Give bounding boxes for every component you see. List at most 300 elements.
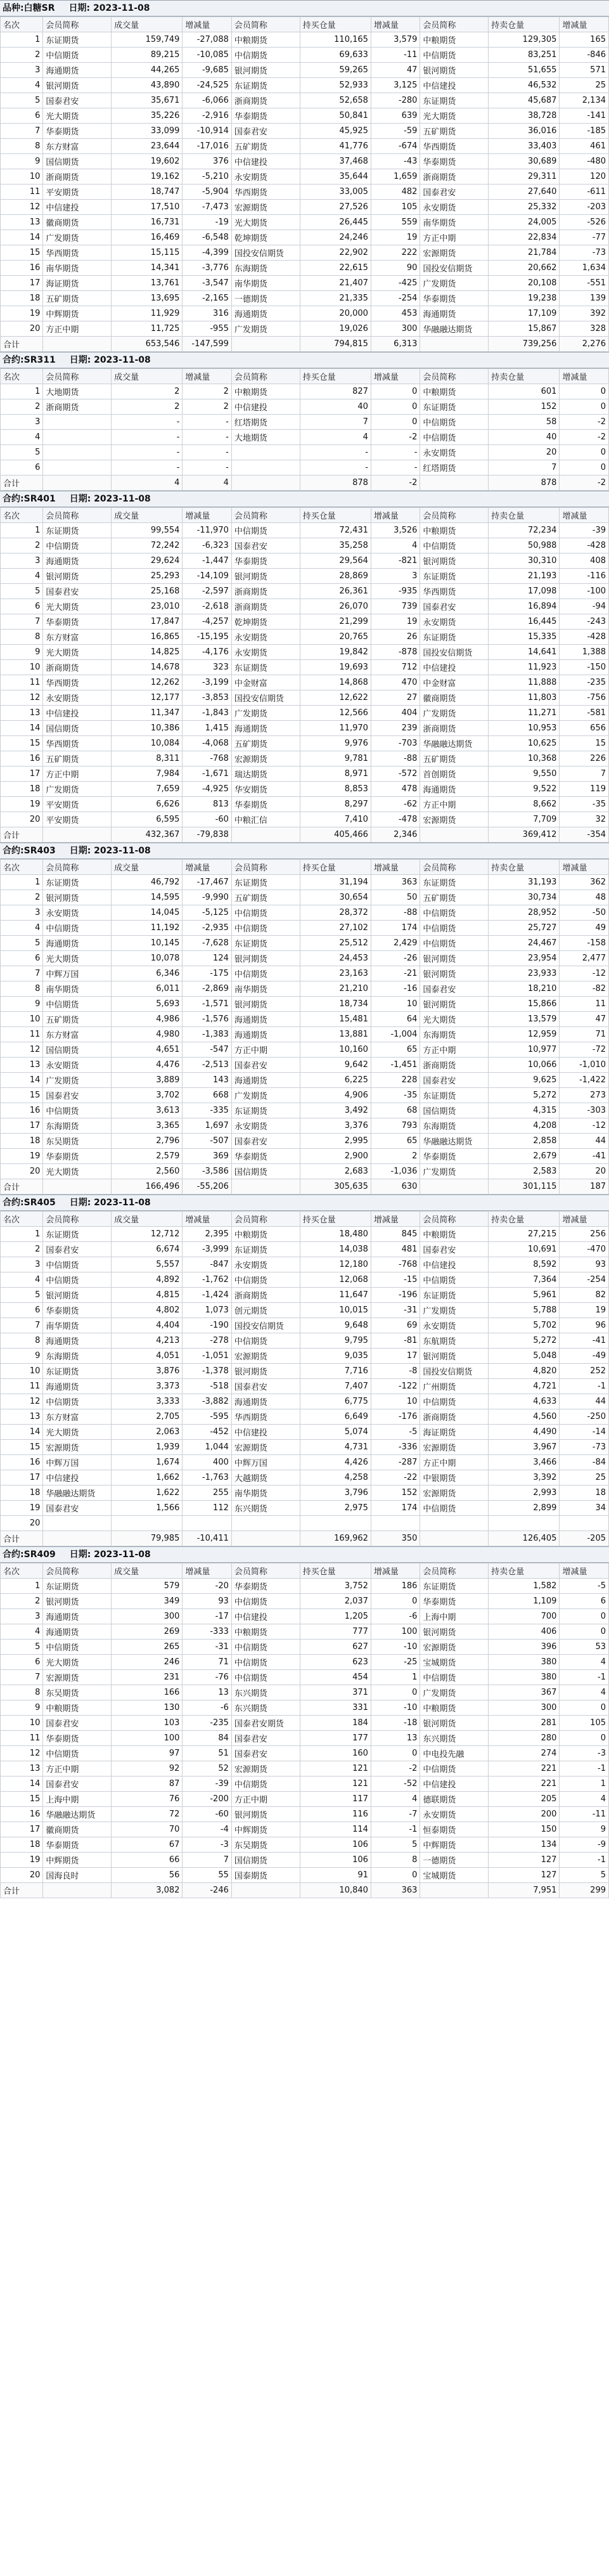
value-cell: 228 bbox=[371, 1073, 420, 1088]
value-cell: 22,902 bbox=[300, 245, 371, 261]
table-row bbox=[1, 1394, 609, 1409]
value-cell: 10 bbox=[371, 1394, 420, 1409]
value-cell: 44 bbox=[560, 1394, 609, 1409]
value-cell: 25 bbox=[560, 78, 609, 93]
table-row bbox=[1, 1837, 609, 1853]
rank-cell: 16 bbox=[1, 1807, 43, 1822]
member-name-cell: 国海良时 bbox=[43, 1868, 112, 1883]
value-cell: 100 bbox=[112, 1731, 183, 1746]
rank-section bbox=[0, 491, 609, 843]
member-name-cell: 华泰期货 bbox=[231, 1149, 300, 1164]
value-cell: 24,246 bbox=[300, 230, 371, 245]
rank-cell: 1 bbox=[1, 384, 43, 399]
value-cell bbox=[489, 1516, 560, 1531]
table-header-row bbox=[1, 860, 609, 875]
table-row bbox=[1, 690, 609, 706]
member-name-cell: 中信期货 bbox=[231, 1640, 300, 1655]
value-cell: 41,776 bbox=[300, 139, 371, 154]
member-name-cell: 东证期货 bbox=[231, 78, 300, 93]
member-name-cell: 海通期货 bbox=[43, 553, 112, 569]
value-cell: -9 bbox=[560, 1837, 609, 1853]
value-cell: -17,016 bbox=[183, 139, 231, 154]
value-cell: 17,098 bbox=[489, 584, 560, 599]
rank-cell: 5 bbox=[1, 1640, 43, 1655]
value-cell: 255 bbox=[183, 1485, 231, 1501]
value-cell: 3,752 bbox=[300, 1579, 371, 1594]
rank-cell: 8 bbox=[1, 981, 43, 997]
value-cell: 12,622 bbox=[300, 690, 371, 706]
table-row bbox=[1, 1609, 609, 1624]
value-cell: 4,258 bbox=[300, 1470, 371, 1485]
column-header: 会员简称 bbox=[231, 17, 300, 32]
value-cell: 396 bbox=[489, 1640, 560, 1655]
rank-cell: 16 bbox=[1, 751, 43, 767]
rank-cell: 14 bbox=[1, 230, 43, 245]
value-cell: 777 bbox=[300, 1624, 371, 1640]
value-cell: 22,834 bbox=[489, 230, 560, 245]
rank-cell: 5 bbox=[1, 584, 43, 599]
member-name-cell: 中辉期货 bbox=[231, 1822, 300, 1837]
value-cell: 5,048 bbox=[489, 1349, 560, 1364]
value-cell: -847 bbox=[183, 1257, 231, 1272]
member-name-cell: 宏源期货 bbox=[231, 751, 300, 767]
column-header: 增减量 bbox=[371, 860, 420, 875]
rank-cell: 11 bbox=[1, 1731, 43, 1746]
total-label: 合计 bbox=[1, 1883, 43, 1898]
member-name-cell: 银河期货 bbox=[43, 1594, 112, 1609]
value-cell: -10,914 bbox=[183, 124, 231, 139]
value-cell: 45,687 bbox=[489, 93, 560, 108]
value-cell: 10,078 bbox=[112, 951, 183, 966]
table-row bbox=[1, 614, 609, 630]
value-cell: 7,709 bbox=[489, 812, 560, 827]
table-row bbox=[1, 93, 609, 108]
value-cell: 9,522 bbox=[489, 782, 560, 797]
section-code: SR403 bbox=[23, 846, 56, 856]
rank-cell: 1 bbox=[1, 1579, 43, 1594]
member-name-cell bbox=[43, 445, 112, 460]
column-header: 名次 bbox=[1, 1563, 43, 1579]
total-value-cell: 169,962 bbox=[300, 1531, 371, 1546]
member-name-cell: 国信期货 bbox=[43, 154, 112, 169]
value-cell: 0 bbox=[560, 1609, 609, 1624]
value-cell: 33,005 bbox=[300, 184, 371, 200]
member-name-cell: 广发期货 bbox=[43, 230, 112, 245]
value-cell: 8 bbox=[371, 1853, 420, 1868]
value-cell: -9,990 bbox=[183, 890, 231, 905]
value-cell: 1,634 bbox=[560, 261, 609, 276]
member-name-cell: 银河期货 bbox=[420, 1624, 489, 1640]
value-cell: 28,952 bbox=[489, 905, 560, 921]
value-cell: -1,763 bbox=[183, 1470, 231, 1485]
member-name-cell: 方正中期 bbox=[420, 1455, 489, 1470]
value-cell: 0 bbox=[371, 1594, 420, 1609]
member-name-cell: 东证期货 bbox=[43, 1227, 112, 1242]
value-cell: 1,939 bbox=[112, 1440, 183, 1455]
value-cell: 46,792 bbox=[112, 875, 183, 890]
value-cell: 82 bbox=[560, 1288, 609, 1303]
value-cell: 4 bbox=[300, 430, 371, 445]
value-cell: 2,579 bbox=[112, 1149, 183, 1164]
value-cell: -122 bbox=[371, 1379, 420, 1394]
value-cell: 0 bbox=[560, 1700, 609, 1716]
member-name-cell: 国信期货 bbox=[420, 1103, 489, 1118]
rank-section bbox=[0, 843, 609, 1194]
value-cell: 29,311 bbox=[489, 169, 560, 184]
member-name-cell: 东方财富 bbox=[43, 139, 112, 154]
member-name-cell: 中粮期货 bbox=[231, 32, 300, 48]
value-cell: 65 bbox=[371, 1134, 420, 1149]
section-date: 2023-11-08 bbox=[90, 3, 150, 13]
value-cell: 8,592 bbox=[489, 1257, 560, 1272]
table-row bbox=[1, 124, 609, 139]
column-header: 增减量 bbox=[371, 508, 420, 523]
value-cell: -22 bbox=[371, 1470, 420, 1485]
member-name-cell: 宏源期货 bbox=[420, 1640, 489, 1655]
value-cell: 33,403 bbox=[489, 139, 560, 154]
rank-cell: 11 bbox=[1, 675, 43, 690]
date-label: 日期: bbox=[69, 1550, 91, 1560]
value-cell: -11 bbox=[371, 48, 420, 63]
value-cell: 2 bbox=[112, 384, 183, 399]
member-name-cell: 宏源期货 bbox=[231, 200, 300, 215]
member-name-cell: 东证期货 bbox=[420, 93, 489, 108]
value-cell: 256 bbox=[560, 1227, 609, 1242]
total-empty-cell bbox=[43, 827, 112, 843]
table-row bbox=[1, 1777, 609, 1792]
value-cell: 18,747 bbox=[112, 184, 183, 200]
value-cell: 10 bbox=[371, 997, 420, 1012]
member-name-cell: 德联期货 bbox=[420, 1792, 489, 1807]
member-name-cell: 方正中期 bbox=[420, 230, 489, 245]
value-cell: 27,640 bbox=[489, 184, 560, 200]
value-cell: 4 bbox=[371, 1792, 420, 1807]
value-cell: -480 bbox=[560, 154, 609, 169]
table-row bbox=[1, 1288, 609, 1303]
member-name-cell: 中信期货 bbox=[43, 1272, 112, 1288]
value-cell: - bbox=[112, 430, 183, 445]
value-cell: -24,525 bbox=[183, 78, 231, 93]
value-cell: 19 bbox=[371, 614, 420, 630]
value-cell bbox=[300, 1516, 371, 1531]
rank-cell: 5 bbox=[1, 1288, 43, 1303]
table-row bbox=[1, 1761, 609, 1777]
rank-cell: 9 bbox=[1, 997, 43, 1012]
member-name-cell: 宝城期货 bbox=[420, 1868, 489, 1883]
column-header: 名次 bbox=[1, 17, 43, 32]
member-name-cell: 瑞达期货 bbox=[231, 767, 300, 782]
value-cell: - bbox=[300, 445, 371, 460]
rank-cell: 9 bbox=[1, 645, 43, 660]
value-cell: -4,925 bbox=[183, 782, 231, 797]
value-cell: -16 bbox=[371, 981, 420, 997]
value-cell: 4,426 bbox=[300, 1455, 371, 1470]
value-cell: 4,490 bbox=[489, 1425, 560, 1440]
value-cell: - bbox=[371, 460, 420, 476]
value-cell: -254 bbox=[560, 1272, 609, 1288]
member-name-cell: 中信建投 bbox=[43, 200, 112, 215]
value-cell: 31,193 bbox=[489, 875, 560, 890]
value-cell: 87 bbox=[112, 1777, 183, 1792]
value-cell: 0 bbox=[560, 399, 609, 415]
member-name-cell: 方正中期 bbox=[43, 1761, 112, 1777]
value-cell bbox=[183, 1516, 231, 1531]
rank-cell: 6 bbox=[1, 108, 43, 124]
member-name-cell: 海通期货 bbox=[43, 1624, 112, 1640]
value-cell: 19,693 bbox=[300, 660, 371, 675]
rank-cell: 10 bbox=[1, 660, 43, 675]
rank-cell: 5 bbox=[1, 936, 43, 951]
value-cell bbox=[560, 1516, 609, 1531]
value-cell: 43,890 bbox=[112, 78, 183, 93]
value-cell: -141 bbox=[560, 108, 609, 124]
member-name-cell: 中粮汇信 bbox=[231, 812, 300, 827]
column-header: 持卖仓量 bbox=[489, 1563, 560, 1579]
rank-cell: 9 bbox=[1, 1700, 43, 1716]
column-header: 增减量 bbox=[183, 369, 231, 384]
value-cell: -6,323 bbox=[183, 538, 231, 553]
column-header: 会员简称 bbox=[43, 369, 112, 384]
member-name-cell: 五矿期货 bbox=[231, 139, 300, 154]
total-value-cell: 301,115 bbox=[489, 1179, 560, 1194]
member-name-cell: 东证期货 bbox=[231, 1242, 300, 1257]
value-cell: 21,210 bbox=[300, 981, 371, 997]
member-name-cell bbox=[43, 460, 112, 476]
value-cell: 12,566 bbox=[300, 706, 371, 721]
member-name-cell: 华泰期货 bbox=[43, 1731, 112, 1746]
rank-cell: 12 bbox=[1, 1042, 43, 1058]
member-name-cell: 中粮期货 bbox=[43, 1700, 112, 1716]
value-cell: 3,373 bbox=[112, 1379, 183, 1394]
value-cell: 10,953 bbox=[489, 721, 560, 736]
member-name-cell: 创元期货 bbox=[231, 1303, 300, 1318]
value-cell: 174 bbox=[371, 921, 420, 936]
rank-cell: 14 bbox=[1, 1073, 43, 1088]
total-value-cell: -10,411 bbox=[183, 1531, 231, 1546]
total-row bbox=[1, 1531, 609, 1546]
rank-cell: 6 bbox=[1, 951, 43, 966]
value-cell: -703 bbox=[371, 736, 420, 751]
value-cell: 26 bbox=[371, 630, 420, 645]
table-row bbox=[1, 645, 609, 660]
section-date: 2023-11-08 bbox=[91, 1550, 151, 1560]
table-row bbox=[1, 736, 609, 751]
value-cell: 2,395 bbox=[183, 1227, 231, 1242]
value-cell: 0 bbox=[371, 1685, 420, 1700]
member-name-cell: 东证期货 bbox=[420, 630, 489, 645]
total-empty-cell bbox=[43, 476, 112, 491]
member-name-cell: 中辉期货 bbox=[43, 306, 112, 321]
value-cell: 1 bbox=[560, 1777, 609, 1792]
member-name-cell: 中信建投 bbox=[43, 1470, 112, 1485]
member-name-cell: 东证期货 bbox=[43, 523, 112, 538]
value-cell: 72 bbox=[112, 1807, 183, 1822]
value-cell: 668 bbox=[183, 1088, 231, 1103]
member-name-cell: 海通期货 bbox=[43, 1379, 112, 1394]
total-value-cell: 4 bbox=[183, 476, 231, 491]
value-cell: 11,929 bbox=[112, 306, 183, 321]
value-cell: 174 bbox=[371, 1501, 420, 1516]
value-cell: 16,445 bbox=[489, 614, 560, 630]
value-cell: 18,734 bbox=[300, 997, 371, 1012]
value-cell: -878 bbox=[371, 645, 420, 660]
value-cell: 12,177 bbox=[112, 690, 183, 706]
value-cell: 14,825 bbox=[112, 645, 183, 660]
member-name-cell: 华融融达期货 bbox=[420, 321, 489, 337]
table-row bbox=[1, 1349, 609, 1364]
value-cell: 2,429 bbox=[371, 936, 420, 951]
section-date: 2023-11-08 bbox=[91, 494, 151, 504]
value-cell: 14,038 bbox=[300, 1242, 371, 1257]
table-row bbox=[1, 1042, 609, 1058]
value-cell: 129,305 bbox=[489, 32, 560, 48]
member-name-cell: 国泰君安 bbox=[420, 1073, 489, 1088]
member-name-cell: 银河期货 bbox=[231, 1364, 300, 1379]
value-cell: 18,480 bbox=[300, 1227, 371, 1242]
rank-cell: 17 bbox=[1, 276, 43, 291]
value-cell: 17,510 bbox=[112, 200, 183, 215]
table-row bbox=[1, 430, 609, 445]
table-row bbox=[1, 1409, 609, 1425]
total-row bbox=[1, 1179, 609, 1194]
member-name-cell: 中粮期货 bbox=[420, 32, 489, 48]
table-row bbox=[1, 1853, 609, 1868]
total-value-cell: 363 bbox=[371, 1883, 420, 1898]
value-cell: 20,000 bbox=[300, 306, 371, 321]
table-row bbox=[1, 200, 609, 215]
member-name-cell: 中粮期货 bbox=[420, 1700, 489, 1716]
value-cell: 9,795 bbox=[300, 1333, 371, 1349]
value-cell: 17,847 bbox=[112, 614, 183, 630]
member-name-cell: 中信建投 bbox=[231, 154, 300, 169]
column-header: 成交量 bbox=[112, 508, 183, 523]
member-name-cell: 中电投先融 bbox=[420, 1746, 489, 1761]
value-cell: -452 bbox=[183, 1425, 231, 1440]
value-cell: 627 bbox=[300, 1640, 371, 1655]
value-cell: 11,347 bbox=[112, 706, 183, 721]
rank-cell: 6 bbox=[1, 1303, 43, 1318]
member-name-cell: 徽商期货 bbox=[43, 1822, 112, 1837]
table-row bbox=[1, 890, 609, 905]
member-name-cell: 广发期货 bbox=[231, 1088, 300, 1103]
value-cell: 23,163 bbox=[300, 966, 371, 981]
section-date: 2023-11-08 bbox=[91, 846, 151, 856]
value-cell: 11,888 bbox=[489, 675, 560, 690]
value-cell: 93 bbox=[183, 1594, 231, 1609]
value-cell: 3,613 bbox=[112, 1103, 183, 1118]
section-type-label: 合约: bbox=[3, 846, 24, 856]
table-row bbox=[1, 1027, 609, 1042]
value-cell: 1,622 bbox=[112, 1485, 183, 1501]
value-cell: 52,933 bbox=[300, 78, 371, 93]
member-name-cell: 永安期货 bbox=[43, 690, 112, 706]
member-name-cell: 徽商期货 bbox=[420, 690, 489, 706]
member-name-cell: 国泰君安 bbox=[231, 1731, 300, 1746]
table-row bbox=[1, 1440, 609, 1455]
section-code: SR401 bbox=[23, 494, 56, 504]
date-label: 日期: bbox=[69, 355, 91, 365]
section-type-label: 品种: bbox=[3, 3, 24, 13]
rank-section bbox=[0, 0, 609, 352]
value-cell: 35,226 bbox=[112, 108, 183, 124]
value-cell: - bbox=[183, 415, 231, 430]
member-name-cell: 中金财富 bbox=[231, 675, 300, 690]
table-row bbox=[1, 797, 609, 812]
value-cell: 40 bbox=[300, 399, 371, 415]
value-cell: 16,865 bbox=[112, 630, 183, 645]
value-cell: 273 bbox=[560, 1088, 609, 1103]
column-header: 持买仓量 bbox=[300, 860, 371, 875]
value-cell: 2,037 bbox=[300, 1594, 371, 1609]
value-cell: -39 bbox=[560, 523, 609, 538]
member-name-cell: 中信建投 bbox=[420, 660, 489, 675]
value-cell: -84 bbox=[560, 1455, 609, 1470]
rank-cell: 4 bbox=[1, 921, 43, 936]
value-cell: 9,648 bbox=[300, 1318, 371, 1333]
value-cell: 323 bbox=[183, 660, 231, 675]
value-cell: 656 bbox=[560, 721, 609, 736]
value-cell: 739 bbox=[371, 599, 420, 614]
value-cell: 55 bbox=[183, 1868, 231, 1883]
table-row bbox=[1, 1303, 609, 1318]
total-empty-cell bbox=[231, 1883, 300, 1898]
value-cell: -1,378 bbox=[183, 1364, 231, 1379]
value-cell: 72,234 bbox=[489, 523, 560, 538]
table-row bbox=[1, 1700, 609, 1716]
rank-cell: 10 bbox=[1, 1012, 43, 1027]
value-cell: 1,582 bbox=[489, 1579, 560, 1594]
member-name-cell: 华泰期货 bbox=[420, 1594, 489, 1609]
member-name-cell: 广州期货 bbox=[420, 1379, 489, 1394]
rank-cell: 2 bbox=[1, 1594, 43, 1609]
value-cell: 8,662 bbox=[489, 797, 560, 812]
member-name-cell: 银河期货 bbox=[43, 890, 112, 905]
member-name-cell: 中信建投 bbox=[231, 1609, 300, 1624]
value-cell: -3 bbox=[560, 1746, 609, 1761]
table-row bbox=[1, 215, 609, 230]
member-name-cell: 东兴期货 bbox=[231, 1685, 300, 1700]
member-name-cell: 东证期货 bbox=[420, 1088, 489, 1103]
rank-cell: 8 bbox=[1, 1333, 43, 1349]
table-row bbox=[1, 276, 609, 291]
value-cell: -526 bbox=[560, 215, 609, 230]
section-header bbox=[0, 352, 609, 368]
member-name-cell: 大越期货 bbox=[231, 1470, 300, 1485]
rank-cell: 18 bbox=[1, 291, 43, 306]
member-name-cell: 中信期货 bbox=[420, 1272, 489, 1288]
value-cell: 143 bbox=[183, 1073, 231, 1088]
value-cell: 58 bbox=[489, 415, 560, 430]
member-name-cell: 中辉万国 bbox=[231, 1455, 300, 1470]
value-cell: 134 bbox=[489, 1837, 560, 1853]
value-cell: 23,933 bbox=[489, 966, 560, 981]
table-row bbox=[1, 553, 609, 569]
member-name-cell: 大地期货 bbox=[231, 430, 300, 445]
value-cell: 700 bbox=[489, 1609, 560, 1624]
value-cell: 12,068 bbox=[300, 1272, 371, 1288]
value-cell: -6,548 bbox=[183, 230, 231, 245]
rank-cell: 4 bbox=[1, 1624, 43, 1640]
value-cell: 64 bbox=[371, 1012, 420, 1027]
total-value-cell: 3,082 bbox=[112, 1883, 183, 1898]
value-cell: -35 bbox=[560, 797, 609, 812]
value-cell: 26,445 bbox=[300, 215, 371, 230]
value-cell: 571 bbox=[560, 63, 609, 78]
column-header: 名次 bbox=[1, 369, 43, 384]
value-cell: 454 bbox=[300, 1670, 371, 1685]
value-cell: 14,868 bbox=[300, 675, 371, 690]
section-code: SR405 bbox=[23, 1198, 56, 1208]
